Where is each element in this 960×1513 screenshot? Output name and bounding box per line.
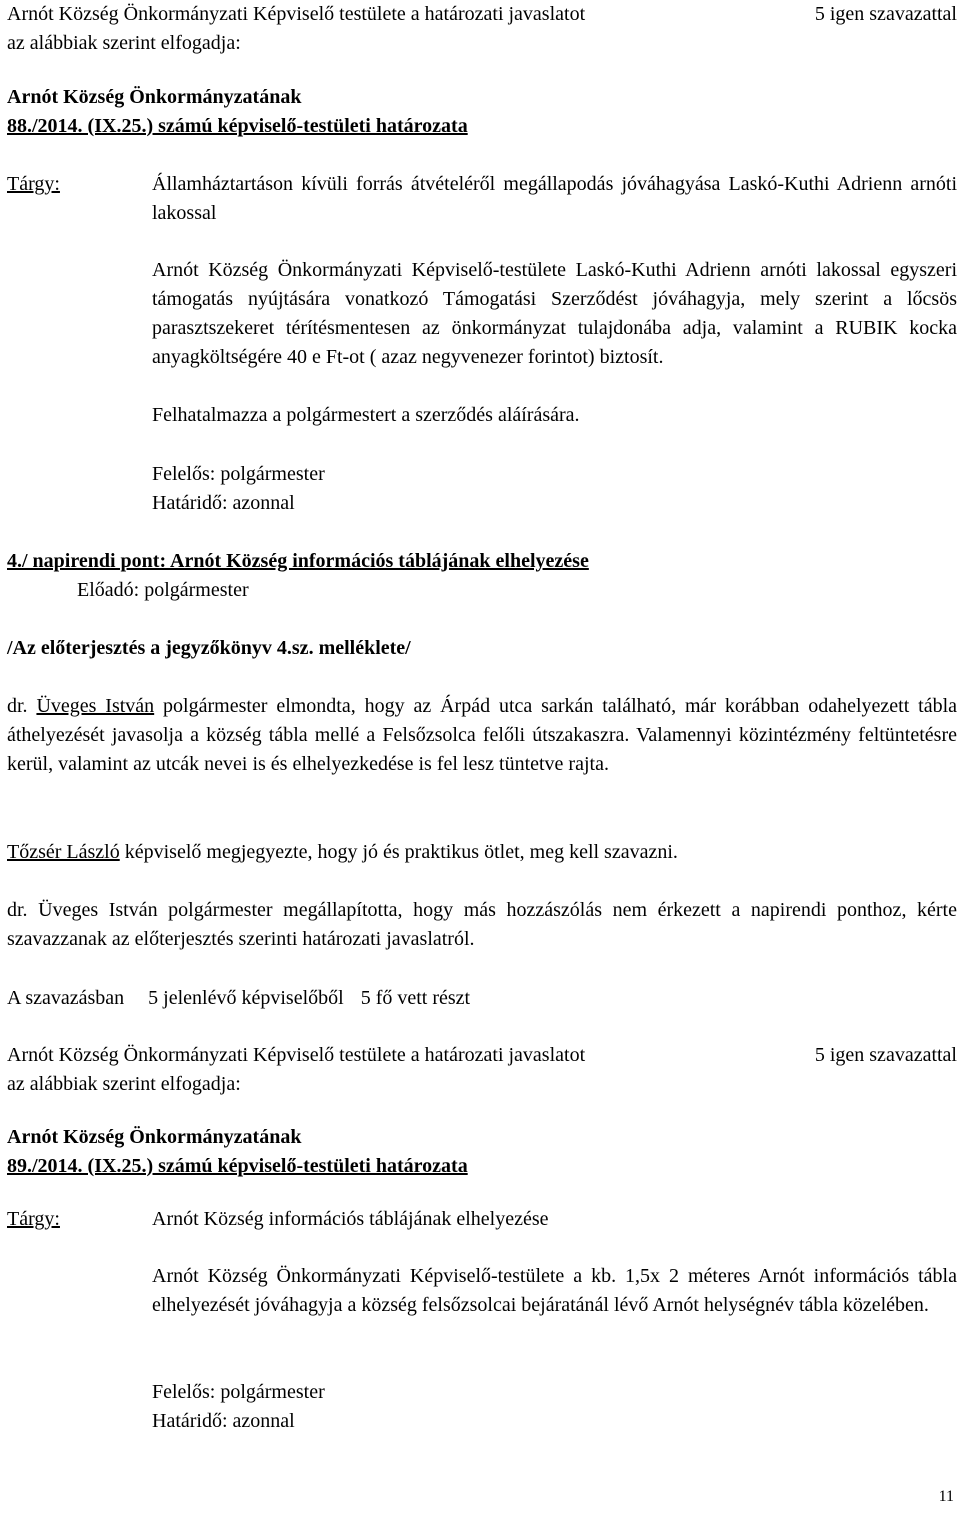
vote-line: Arnót Község Önkormányzati Képviselő testülete a határozati javaslatot [7,1044,586,1066]
subject-label: Tárgy: [7,1208,60,1230]
subject-text: Arnót Község információs táblájának elhelyezése [152,1208,549,1230]
vote-result: 5 igen szavazattal [814,3,957,25]
discussion-paragraph-3: dr. Üveges István polgármester megállapította, hogy más hozzászólás nem érkezett a napirendi ponthoz, kérte szavazzanak az előterjesztés szerinti határozati javaslatról. [7,899,957,950]
agenda-title: 4./ napirendi pont: Arnót Község információs táblájának elhelyezése [7,550,589,572]
resolution-heading-line: Arnót Község Önkormányzatának [7,86,302,108]
discussion-paragraph-1 [7,692,957,779]
vote-line: Arnót Község Önkormányzati Képviselő testülete a határozati javaslatot [7,3,586,25]
voting-participated: 5 fő vett részt [360,987,471,1009]
speaker-text: képviselő megjegyezte, hogy jó és praktikus ötlet, meg kell szavazni. [119,841,678,863]
discussion-paragraph-2 [7,838,957,867]
vote-line: az alábbiak szerint elfogadja: [7,1073,241,1095]
annex-note: /Az előterjesztés a jegyzőkönyv 4.sz. melléklete/ [7,637,411,659]
resolution-number: 89./2014. (IX.25.) számú képviselő-testületi határozata [7,1155,468,1177]
page-number: 11 [938,1488,954,1505]
subject-text: Államháztartáson kívüli forrás átvételéről megállapodás jóváhagyása Laskó-Kuthi Adrienn arnóti lakossal [152,173,957,224]
speaker-name: Tőzsér László [7,841,120,863]
voting-participation [7,984,957,1013]
responsible: Felelős: polgármester [152,1381,325,1403]
subject-label: Tárgy: [7,173,60,195]
voting-label: A szavazásban [7,987,125,1009]
resolution-number: 88./2014. (IX.25.) számú képviselő-testületi határozata [7,115,468,137]
vote-result: 5 igen szavazattal [814,1044,957,1066]
resolution-89-heading [7,1123,957,1181]
presenter: Előadó: polgármester [77,579,249,601]
speaker-text: polgármester elmondta, hogy az Árpád utca sarkán található, már korábban odahelyezett tábla áthelyezését javasolja a község tábla mellé a Felsőzsolca felőli útszakaszra. Valamennyi közintézmény feltüntetésre kerül, valamint az utcák nevei is és elhelyezkedése is fel lesz tüntetve rajta. [7,695,958,775]
resolution-body: Arnót Község Önkormányzati Képviselő-testülete Laskó-Kuthi Adrienn arnóti lakossal egyszeri támogatás nyújtására vonatkozó Támogatási Szerződést jóváhagyja, mely szerint a lőcsös parasztszekeret térítésmentesen az önkormányzat tulajdonába adja, valamint a RUBIK kocka anyagköltségére 40 e Ft-ot ( azaz negyvenezer forintot) biztosít. [152,259,957,368]
deadline: Határidő: azonnal [152,1410,295,1432]
speaker-title: dr. [7,695,37,717]
vote-line: az alábbiak szerint elfogadja: [7,32,241,54]
resolution-88-heading [7,83,957,141]
speaker-name: Üveges István [36,695,155,717]
deadline: Határidő: azonnal [152,492,295,514]
vote-statement-2 [7,1041,957,1099]
responsible: Felelős: polgármester [152,463,325,485]
authorization: Felhatalmazza a polgármestert a szerződés aláírására. [152,404,580,426]
vote-statement-1 [7,0,957,58]
resolution-body: Arnót Község Önkormányzati Képviselő-testülete a kb. 1,5x 2 méteres Arnót információs tábla elhelyezését jóváhagyja a község felsőzsolcai bejáratánál lévő Arnót helységnév tábla közelében. [152,1265,957,1316]
resolution-heading-line: Arnót Község Önkormányzatának [7,1126,302,1148]
voting-present: 5 jelenlévő képviselőből [148,987,344,1009]
